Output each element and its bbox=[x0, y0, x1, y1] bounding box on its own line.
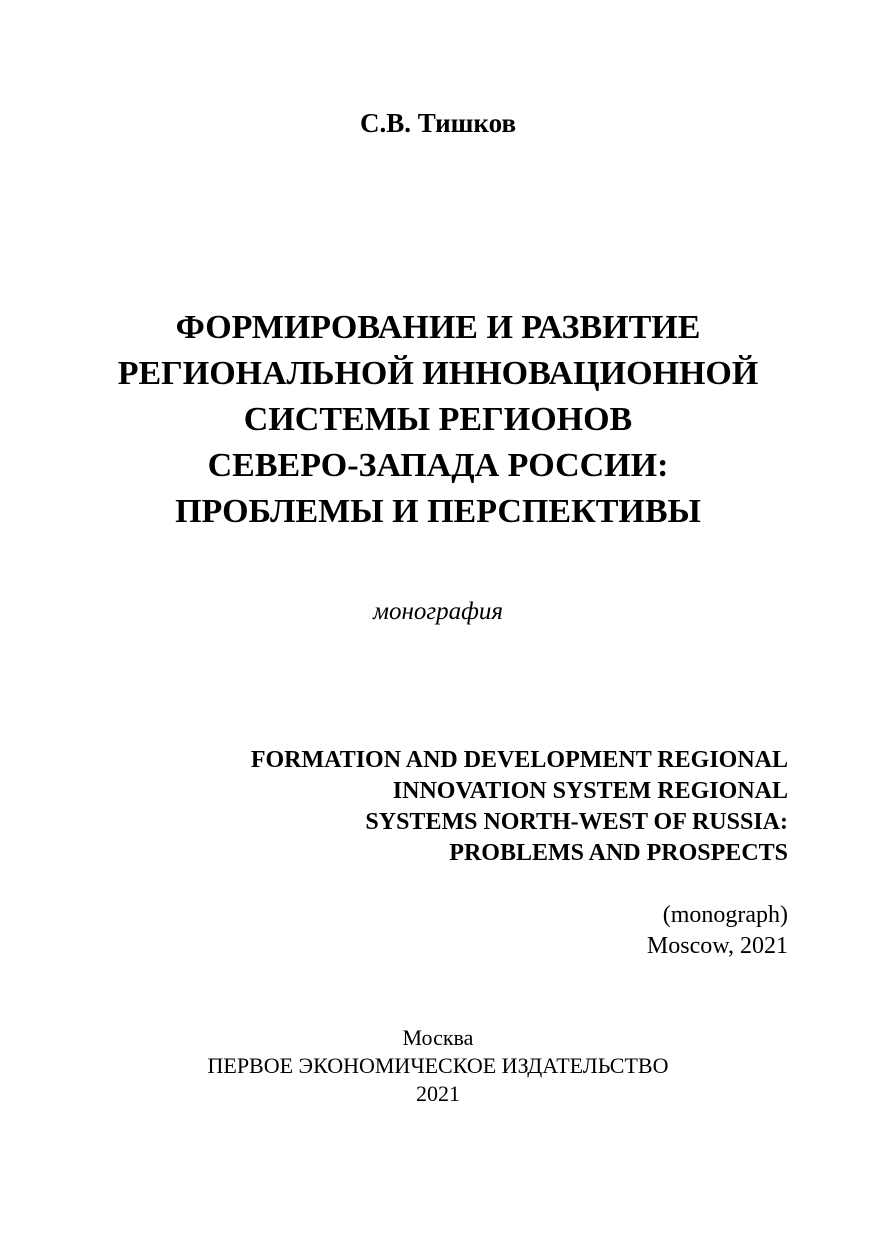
subtitle-russian: монография bbox=[373, 598, 503, 625]
title-russian-line: ФОРМИРОВАНИЕ И РАЗВИТИЕ bbox=[175, 309, 701, 346]
title-russian bbox=[0, 305, 876, 535]
place-year-english: Moscow, 2021 bbox=[646, 933, 788, 959]
imprint bbox=[0, 1024, 876, 1108]
imprint-year: 2021 bbox=[416, 1081, 460, 1106]
title-russian-line: ПРОБЛЕМЫ И ПЕРСПЕКТИВЫ bbox=[175, 493, 701, 530]
title-english-line: INNOVATION SYSTEM REGIONAL bbox=[392, 778, 788, 804]
title-english-line: FORMATION AND DEVELOPMENT REGIONAL bbox=[250, 747, 788, 773]
author-name: С.В. Тишков bbox=[359, 108, 517, 138]
title-english-line: PROBLEMS AND PROSPECTS bbox=[449, 840, 788, 866]
imprint-publisher: ПЕРВОЕ ЭКОНОМИЧЕСКОЕ ИЗДАТЕЛЬСТВО bbox=[207, 1053, 669, 1078]
title-russian-line: РЕГИОНАЛЬНОЙ ИННОВАЦИОННОЙ bbox=[117, 355, 759, 392]
title-russian-line: СИСТЕМЫ РЕГИОНОВ bbox=[243, 401, 633, 438]
title-english bbox=[88, 745, 788, 869]
title-english-line: SYSTEMS NORTH-WEST OF RUSSIA: bbox=[365, 809, 788, 835]
english-meta bbox=[388, 900, 788, 962]
imprint-city: Москва bbox=[402, 1025, 474, 1050]
title-russian-line: СЕВЕРО-ЗАПАДА РОССИИ: bbox=[207, 447, 669, 484]
publication-type-english: (monograph) bbox=[662, 902, 788, 928]
